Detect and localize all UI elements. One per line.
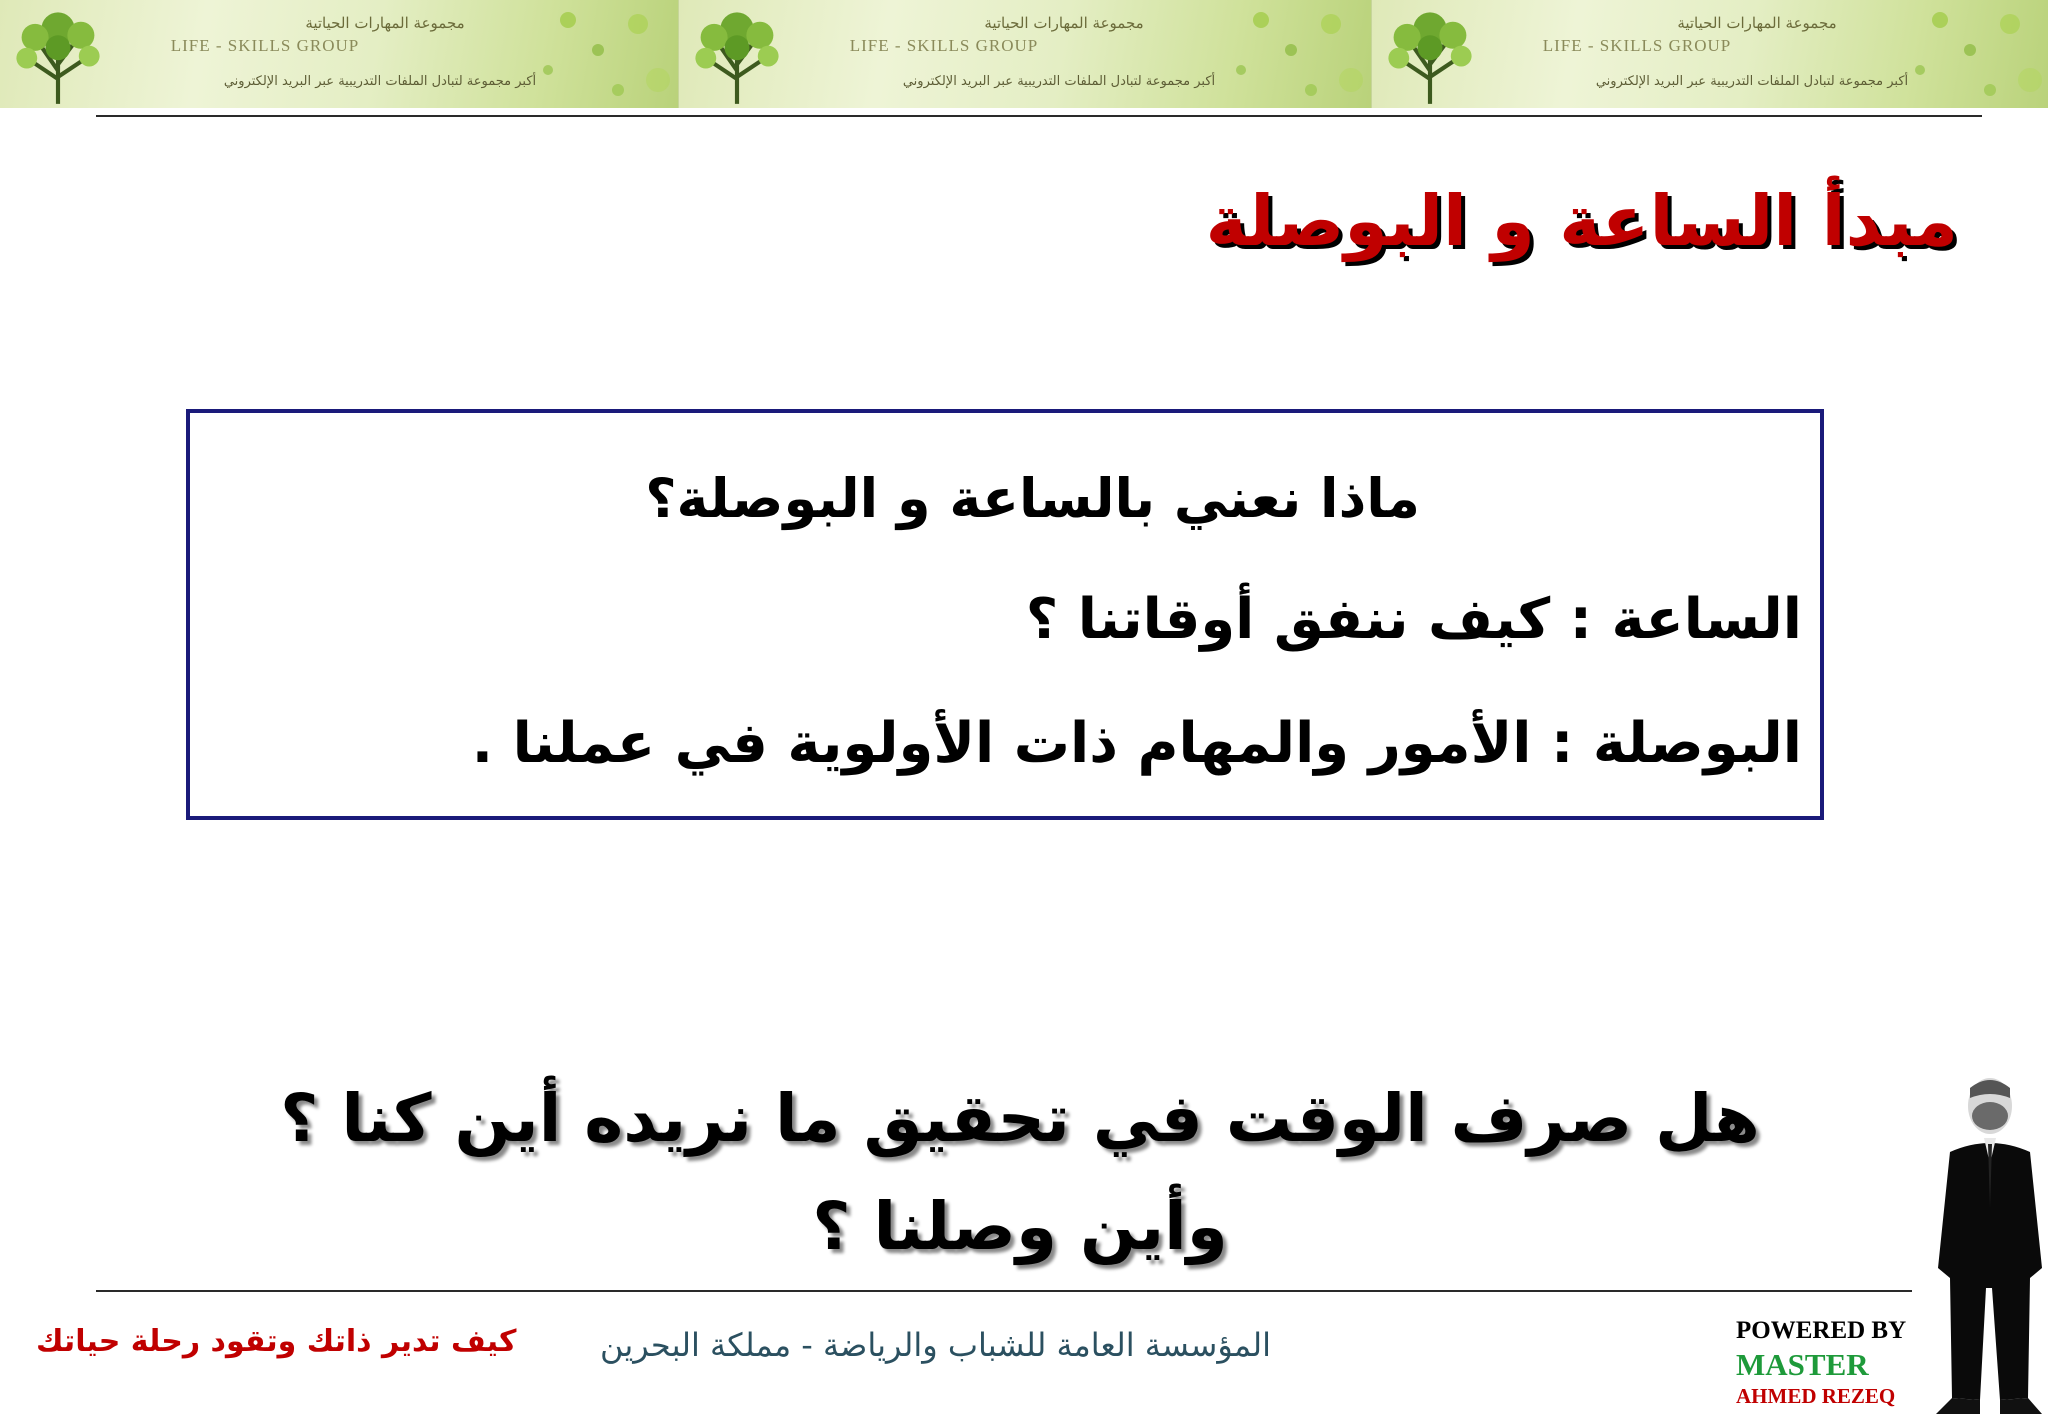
box-question-line: ماذا نعني بالساعة و البوصلة؟	[645, 467, 1420, 530]
banner-tile	[1372, 0, 2048, 108]
banner-english-title: LIFE - SKILLS GROUP	[849, 36, 1039, 55]
bottom-divider	[96, 1290, 1912, 1292]
tree-logo-icon	[1378, 2, 1482, 106]
banner-arabic-title: مجموعة المهارات الحياتية	[984, 14, 1144, 32]
banner-tile	[679, 0, 1372, 108]
banner-english-title: LIFE - SKILLS GROUP	[1542, 36, 1732, 55]
footer-course-title: كيف تدير ذاتك وتقود رحلة حياتك	[36, 1324, 517, 1359]
author-name: AHMED REZEQ	[1736, 1384, 1896, 1408]
banner-arabic-subtitle: أكبر مجموعة لتبادل الملفات التدريبية عبر البريد الإلكتروني	[223, 74, 537, 89]
top-divider	[96, 115, 1982, 117]
master-label: MASTER	[1736, 1347, 1869, 1382]
question-box	[186, 409, 1824, 820]
slide-title: مبدأ الساعة و البوصلة	[1205, 180, 1958, 262]
banner-tile	[0, 0, 679, 108]
decorative-dots-icon	[1221, 0, 1371, 108]
presenter-silhouette-icon	[1930, 1068, 2048, 1418]
banner-arabic-subtitle: أكبر مجموعة لتبادل الملفات التدريبية عبر البريد الإلكتروني	[1595, 74, 1909, 89]
decorative-dots-icon	[1900, 0, 2048, 108]
banner-english-title: LIFE - SKILLS GROUP	[170, 36, 360, 55]
banner-arabic-title: مجموعة المهارات الحياتية	[305, 14, 465, 32]
banner-arabic-subtitle: أكبر مجموعة لتبادل الملفات التدريبية عبر البريد الإلكتروني	[902, 74, 1216, 89]
tree-logo-icon	[6, 2, 110, 106]
box-clock-line: الساعة : كيف ننفق أوقاتنا ؟	[1025, 587, 1802, 652]
banner-arabic-title: مجموعة المهارات الحياتية	[1677, 14, 1837, 32]
bottom-question: هل صرف الوقت في تحقيق ما نريده أين كنا ؟ وأين وصلنا ؟	[280, 1080, 1760, 1265]
powered-by-label: POWERED BY	[1736, 1317, 1907, 1344]
decorative-dots-icon	[528, 0, 678, 108]
tree-logo-icon	[685, 2, 789, 106]
box-compass-line: البوصلة : الأمور والمهام ذات الأولوية في عملنا .	[471, 711, 1802, 776]
header-banner	[0, 0, 2048, 108]
footer-organization: المؤسسة العامة للشباب والرياضة - مملكة البحرين	[600, 1326, 1271, 1364]
